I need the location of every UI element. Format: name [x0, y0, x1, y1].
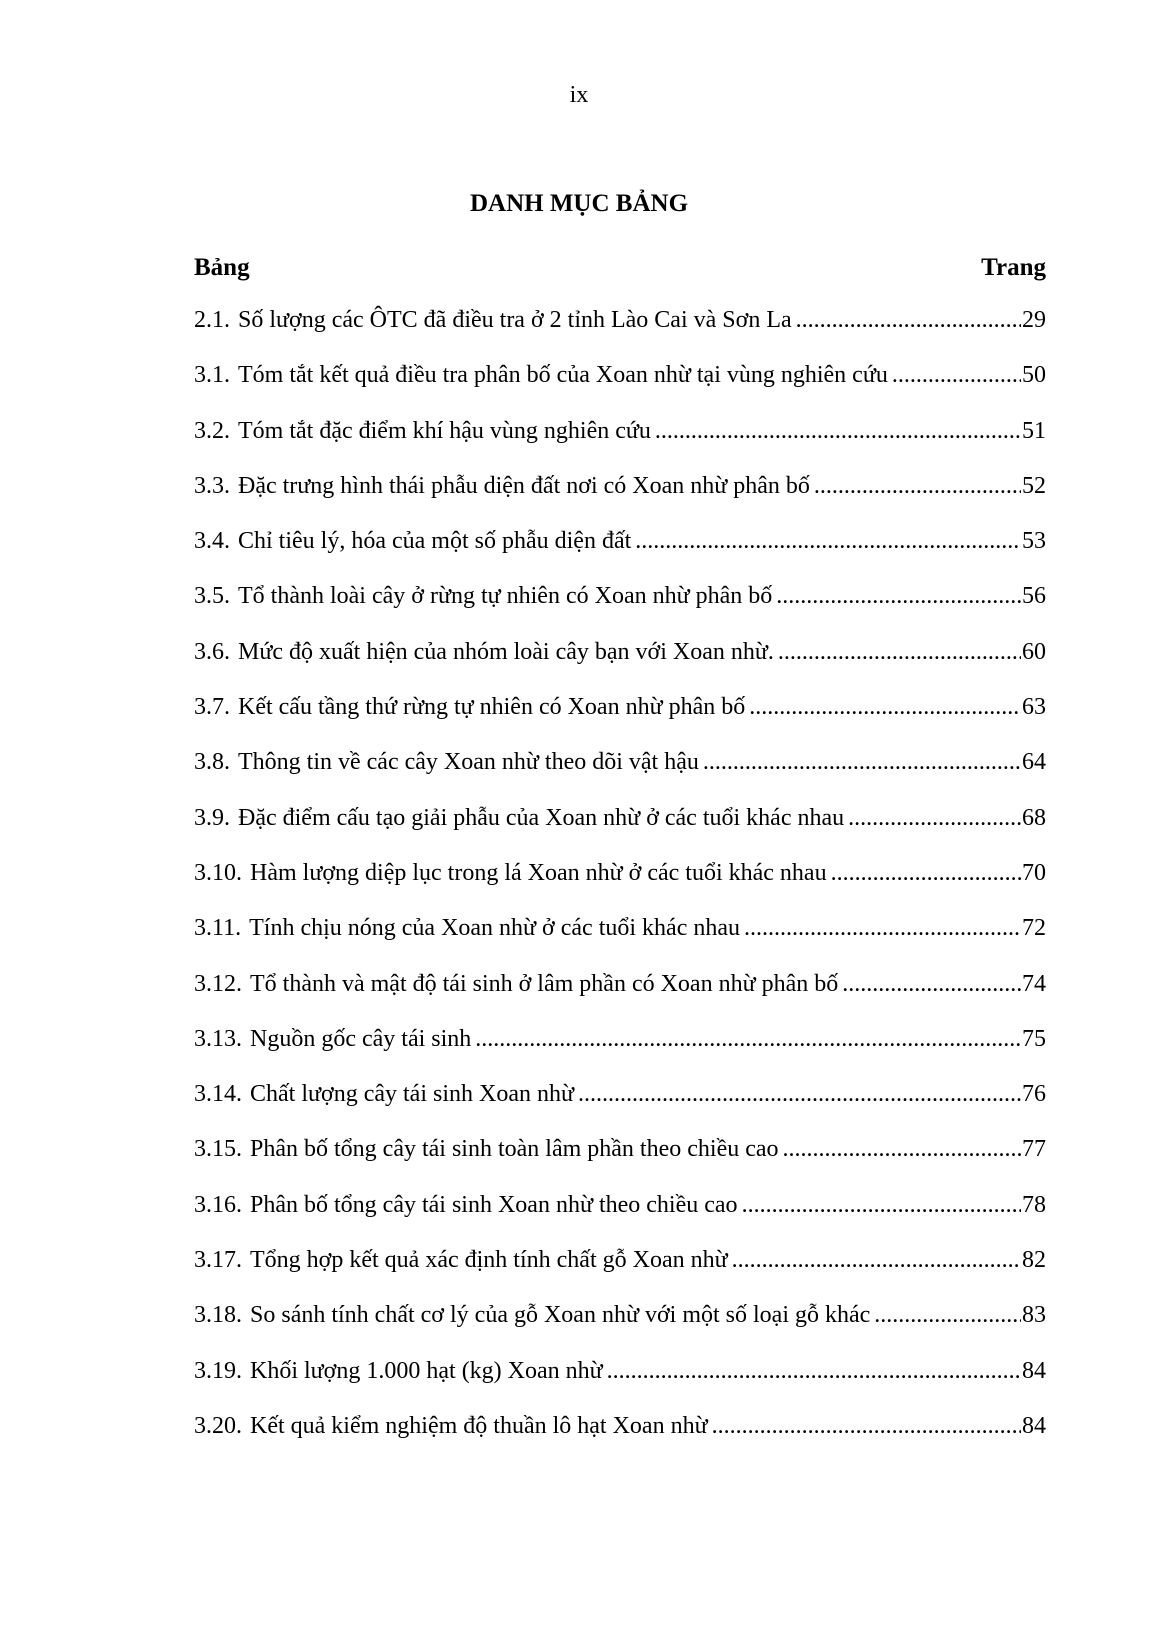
table-caption: Hàm lượng diệp lục trong lá Xoan nhừ ở các tuổi khác nhau — [250, 859, 827, 886]
table-caption: So sánh tính chất cơ lý của gỗ Xoan nhừ với một số loại gỗ khác — [250, 1302, 871, 1329]
table-number: 3.7. — [194, 694, 230, 721]
dot-leader — [783, 1131, 1021, 1167]
dot-leader — [749, 689, 1021, 725]
dot-leader — [831, 855, 1021, 891]
table-list-item[interactable] — [194, 634, 1046, 689]
table-page-number: 84 — [1022, 1357, 1046, 1384]
table-list-item[interactable] — [194, 523, 1046, 578]
table-page-number: 53 — [1022, 528, 1046, 555]
column-header-page: Trang — [981, 254, 1046, 281]
table-list-item[interactable] — [194, 855, 1046, 910]
table-number: 3.12. — [194, 970, 242, 997]
table-list-item[interactable] — [194, 1021, 1046, 1076]
table-caption: Chỉ tiêu lý, hóa của một số phẫu diện đất — [238, 528, 632, 555]
table-page-number: 82 — [1022, 1247, 1046, 1274]
table-page-number: 56 — [1022, 583, 1046, 610]
table-list-item[interactable] — [194, 1076, 1046, 1131]
dot-leader — [475, 1021, 1021, 1057]
dot-leader — [732, 1242, 1021, 1278]
table-number: 3.10. — [194, 859, 242, 886]
table-number: 3.15. — [194, 1136, 242, 1163]
table-page-number: 83 — [1022, 1302, 1046, 1329]
table-list-item[interactable] — [194, 413, 1046, 468]
table-list-item[interactable] — [194, 910, 1046, 965]
table-page-number: 60 — [1022, 638, 1046, 665]
table-number: 3.20. — [194, 1412, 242, 1439]
dot-leader — [703, 744, 1021, 780]
table-number: 3.1. — [194, 362, 230, 389]
dot-leader — [778, 634, 1021, 670]
dot-leader — [796, 302, 1021, 338]
table-list-item[interactable] — [194, 468, 1046, 523]
table-caption: Kết quả kiểm nghiệm độ thuần lô hạt Xoan nhừ — [250, 1412, 708, 1439]
table-page-number: 84 — [1022, 1412, 1046, 1439]
table-page-number: 70 — [1022, 859, 1046, 886]
table-list-item[interactable] — [194, 1353, 1046, 1408]
table-caption: Đặc trưng hình thái phẫu diện đất nơi có Xoan nhừ phân bố — [238, 472, 810, 499]
table-page-number: 76 — [1022, 1081, 1046, 1108]
table-page-number: 50 — [1022, 362, 1046, 389]
table-list-item[interactable] — [194, 578, 1046, 633]
table-list-item[interactable] — [194, 689, 1046, 744]
dot-leader — [578, 1076, 1021, 1112]
dot-leader — [892, 357, 1021, 393]
table-page-number: 75 — [1022, 1025, 1046, 1052]
dot-leader — [776, 578, 1021, 614]
table-list-item[interactable] — [194, 800, 1046, 855]
dot-leader — [712, 1408, 1021, 1444]
dot-leader — [744, 910, 1021, 946]
table-page-number: 78 — [1022, 1191, 1046, 1218]
table-caption: Khối lượng 1.000 hạt (kg) Xoan nhừ — [250, 1357, 603, 1384]
table-page-number: 64 — [1022, 749, 1046, 776]
table-caption: Chất lượng cây tái sinh Xoan nhừ — [250, 1081, 574, 1108]
table-number: 2.1. — [194, 307, 230, 333]
table-caption: Tổng hợp kết quả xác định tính chất gỗ Xoan nhừ — [250, 1247, 728, 1274]
table-page-number: 77 — [1022, 1136, 1046, 1163]
table-caption: Tóm tắt kết quả điều tra phân bố của Xoan nhừ tại vùng nghiên cứu — [238, 362, 888, 389]
table-number: 3.18. — [194, 1302, 242, 1329]
table-number: 3.9. — [194, 804, 230, 831]
page-number: ix — [569, 82, 589, 108]
table-list-item[interactable] — [194, 302, 1046, 357]
table-caption: Nguồn gốc cây tái sinh — [250, 1025, 472, 1052]
table-caption: Thông tin về các cây Xoan nhừ theo dõi vật hậu — [238, 749, 699, 776]
table-number: 3.11. — [194, 915, 242, 942]
table-list-item[interactable] — [194, 1242, 1046, 1297]
table-number: 3.14. — [194, 1081, 242, 1108]
table-caption: Đặc điểm cấu tạo giải phẫu của Xoan nhừ ở các tuổi khác nhau — [238, 804, 845, 831]
dot-leader — [814, 468, 1021, 504]
table-list-item[interactable] — [194, 1131, 1046, 1186]
table-page-number: 29 — [1022, 307, 1046, 333]
table-number: 3.2. — [194, 417, 230, 444]
table-page-number: 74 — [1022, 970, 1046, 997]
dot-leader — [874, 1297, 1021, 1333]
dot-leader — [848, 800, 1021, 836]
column-header-table: Bảng — [194, 254, 250, 281]
table-number: 3.6. — [194, 638, 230, 665]
table-number: 3.3. — [194, 472, 230, 499]
page-title: DANH MỤC BẢNG — [469, 190, 689, 217]
dot-leader — [655, 413, 1021, 449]
table-number: 3.13. — [194, 1025, 242, 1052]
table-list-item[interactable] — [194, 744, 1046, 799]
table-page-number: 68 — [1022, 804, 1046, 831]
table-number: 3.16. — [194, 1191, 242, 1218]
table-page-number: 52 — [1022, 472, 1046, 499]
table-list-item[interactable] — [194, 357, 1046, 412]
table-caption: Tính chịu nóng của Xoan nhừ ở các tuổi khác nhau — [249, 915, 740, 942]
dot-leader — [635, 523, 1021, 559]
dot-leader — [607, 1353, 1021, 1389]
table-number: 3.8. — [194, 749, 230, 776]
table-caption: Số lượng các ÔTC đã điều tra ở 2 tỉnh Lào Cai và Sơn La — [238, 307, 792, 333]
table-list-item[interactable] — [194, 1297, 1046, 1352]
table-caption: Tổ thành và mật độ tái sinh ở lâm phần có Xoan nhừ phân bố — [250, 970, 839, 997]
table-list-item[interactable] — [194, 1187, 1046, 1242]
table-page-number: 63 — [1022, 694, 1046, 721]
table-list-item[interactable] — [194, 966, 1046, 1021]
table-number: 3.17. — [194, 1247, 242, 1274]
table-number: 3.19. — [194, 1357, 242, 1384]
table-caption: Mức độ xuất hiện của nhóm loài cây bạn với Xoan nhừ. — [238, 638, 774, 665]
dot-leader — [842, 966, 1021, 1002]
table-caption: Tổ thành loài cây ở rừng tự nhiên có Xoan nhừ phân bố — [238, 583, 773, 610]
column-headers — [194, 252, 1046, 284]
table-caption: Phân bố tổng cây tái sinh toàn lâm phần theo chiều cao — [250, 1136, 779, 1163]
table-caption: Kết cấu tầng thứ rừng tự nhiên có Xoan nhừ phân bố — [238, 694, 746, 721]
table-page-number: 51 — [1022, 417, 1046, 444]
table-list — [194, 302, 1046, 1463]
table-number: 3.5. — [194, 583, 230, 610]
table-caption: Phân bố tổng cây tái sinh Xoan nhừ theo chiều cao — [250, 1191, 738, 1218]
table-number: 3.4. — [194, 528, 230, 555]
table-caption: Tóm tắt đặc điểm khí hậu vùng nghiên cứu — [238, 417, 651, 444]
table-page-number: 72 — [1022, 915, 1046, 942]
dot-leader — [742, 1187, 1021, 1223]
table-list-item[interactable] — [194, 1408, 1046, 1463]
